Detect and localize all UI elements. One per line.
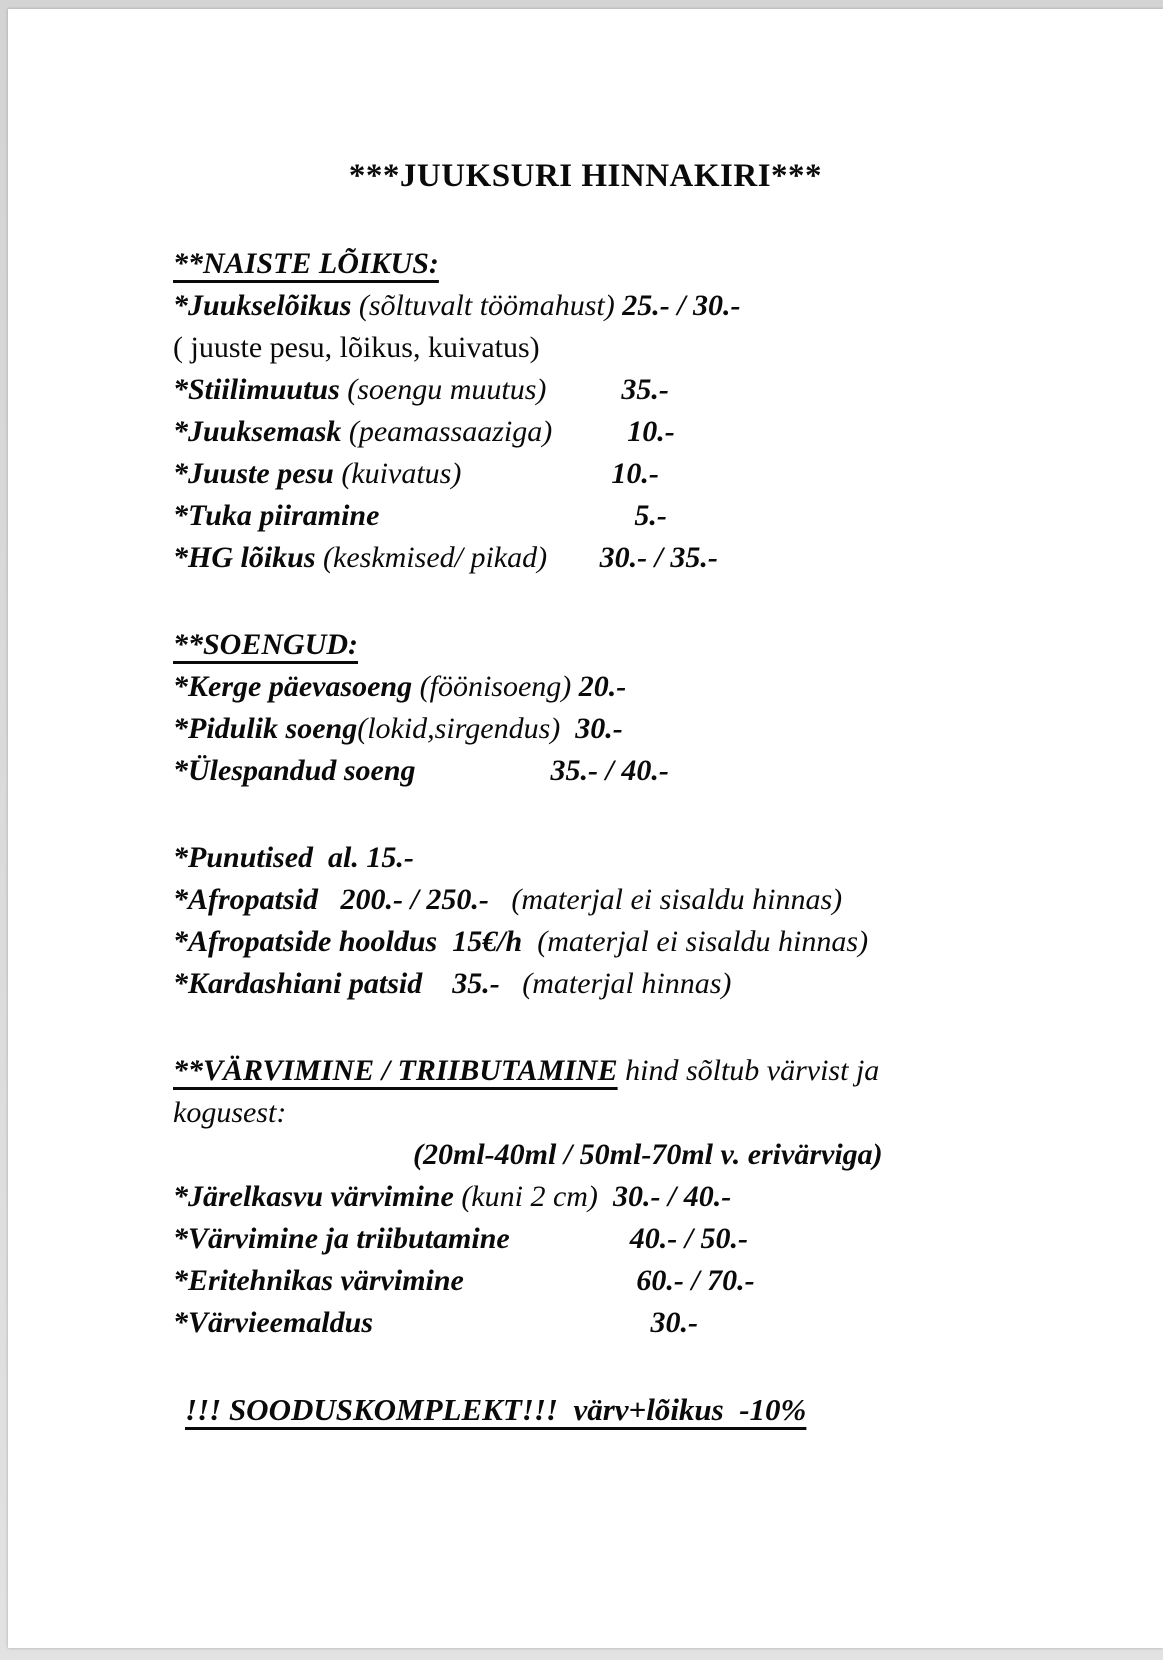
service-name: *Juuste pesu (173, 457, 334, 490)
price-line (173, 1176, 983, 1218)
price-line (173, 369, 983, 411)
service-price: 30.- / 35.- (547, 541, 718, 574)
service-detail: (sõltuvalt töömahust) (351, 289, 623, 322)
service-name: *Kerge päevasoeng (173, 670, 413, 703)
service-name: *Värvimine ja triibutamine (173, 1222, 510, 1255)
price-line (173, 708, 983, 750)
service-name: *Afropatsid 200.- / 250.- (173, 883, 489, 916)
price-line (173, 1218, 983, 1260)
heading-text: **VÄRVIMINE / TRIIBUTAMINE (173, 1054, 618, 1087)
service-name: *Stiilimuutus (173, 373, 340, 406)
service-name: *Juuksemask (173, 415, 342, 448)
service-detail: (materjal ei sisaldu hinnas) (488, 883, 843, 916)
section-heading-naiste-loikus (173, 243, 983, 285)
service-detail: (lokid,sirgendus) (357, 712, 561, 745)
service-price: 20.- (578, 670, 627, 703)
price-line (173, 1302, 983, 1344)
heading-text: **NAISTE LÕIKUS: (173, 247, 439, 280)
service-price: 60.- / 70.- (463, 1264, 755, 1297)
price-list-page (8, 9, 1163, 1648)
promo-line (185, 1389, 983, 1431)
service-name: *Kardashiani patsid 35.- (173, 967, 500, 1000)
service-name: *Ülespandud soeng (173, 754, 416, 787)
service-detail: (kuivatus) (333, 457, 462, 490)
price-line (173, 879, 983, 921)
service-detail: (kuni 2 cm) (453, 1180, 598, 1213)
service-detail: (föönisoeng) (412, 670, 579, 703)
page-title: ***JUUKSURI HINNAKIRI*** (348, 158, 823, 194)
price-line (173, 537, 983, 579)
service-price: 40.- / 50.- (509, 1222, 749, 1255)
price-line (173, 963, 983, 1005)
service-price: 35.- (546, 373, 669, 406)
service-note: ( juuste pesu, lõikus, kuivatus) (173, 331, 540, 364)
service-name: *Tuka piiramine (173, 499, 380, 532)
heading-tail: hind sõltub värvist ja kogusest: (173, 1054, 887, 1129)
volume-note: (20ml-40ml / 50ml-70ml v. erivärviga) (413, 1138, 883, 1171)
price-line (173, 1260, 983, 1302)
service-name: *Järelkasvu värvimine (173, 1180, 454, 1213)
price-line (173, 411, 983, 453)
service-detail: (keskmised/ pikad) (315, 541, 548, 574)
service-name: *Pidulik soeng (173, 712, 358, 745)
price-line (173, 285, 983, 327)
service-price: 35.- / 40.- (415, 754, 669, 787)
service-price: 10.- (552, 415, 675, 448)
service-detail: (soengu muutus) (339, 373, 547, 406)
price-line (173, 453, 983, 495)
service-price: 30.- / 40.- (597, 1180, 732, 1213)
service-price: 5.- (379, 499, 667, 532)
service-price: 30.- (373, 1306, 698, 1339)
price-line (173, 666, 983, 708)
price-line (173, 921, 983, 963)
price-line (173, 837, 983, 879)
service-name: *HG lõikus (173, 541, 316, 574)
heading-text: **SOENGUD: (173, 628, 359, 661)
service-detail: (materjal ei sisaldu hinnas) (522, 925, 869, 958)
service-price: 30.- (560, 712, 623, 745)
content-column (173, 243, 983, 1431)
service-price: 25.- / 30.- (622, 289, 741, 322)
price-line (173, 750, 983, 792)
section-heading-soengud (173, 624, 983, 666)
service-price: 10.- (461, 457, 659, 490)
service-name: *Juukselõikus (173, 289, 352, 322)
section-heading-varvimine (173, 1050, 983, 1134)
service-name: *Afropatside hooldus 15€/h (173, 925, 523, 958)
promo-text: !!! SOODUSKOMPLEKT!!! värv+lõikus -10% (185, 1392, 807, 1427)
service-name: *Värvieemaldus (173, 1306, 373, 1339)
service-name: *Eritehnikas värvimine (173, 1264, 464, 1297)
volume-note-line (413, 1134, 983, 1176)
service-name: *Punutised al. 15.- (173, 841, 414, 874)
service-detail: (materjal hinnas) (499, 967, 732, 1000)
service-detail: (peamassaaziga) (341, 415, 553, 448)
price-line (173, 495, 983, 537)
